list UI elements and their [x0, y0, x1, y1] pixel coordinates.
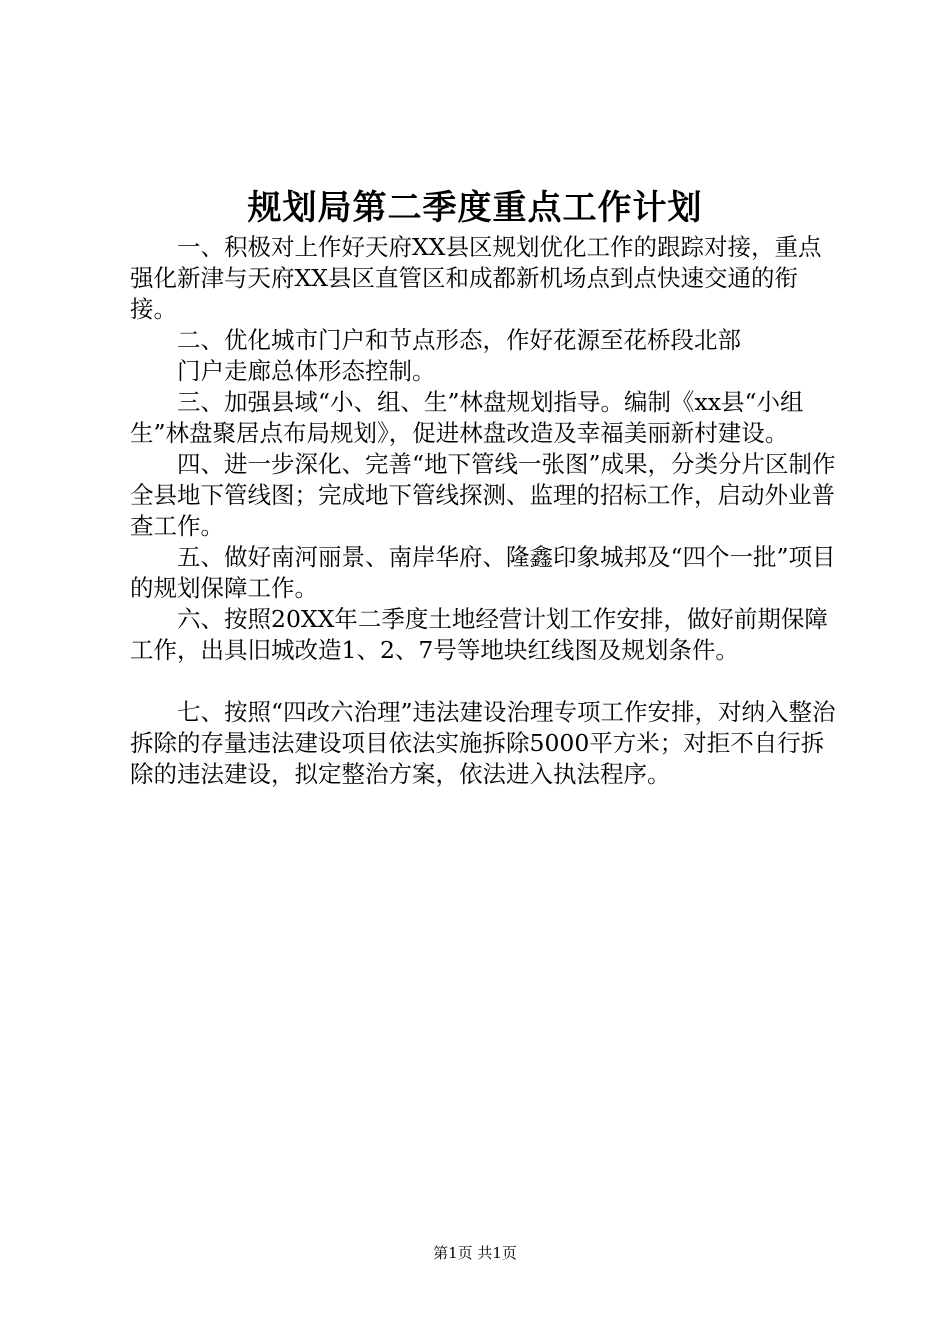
paragraph-7: 七、按照“四改六治理”违法建设治理专项工作安排，对纳入整治拆除的存量违法建设项目依法实施拆除5000平方米；对拒不自行拆除的违法建设，拟定整治方案，依法进入执法程序。 [130, 698, 836, 788]
paragraph-2: 二、优化城市门户和节点形态，作好花源至花桥段北部 [177, 326, 741, 354]
paragraph-1: 一、积极对上作好天府XX县区规划优化工作的跟踪对接，重点强化新津与天府XX县区直管区和成都新机场点到点快速交通的衔接。 [130, 233, 822, 323]
paragraph-spacer [130, 666, 840, 697]
page-footer: 第1页 共1页 [433, 1244, 517, 1262]
paragraph-2-continued: 门户走廊总体形态控制。 [177, 357, 436, 385]
document-body [130, 232, 840, 790]
paragraph-3: 三、加强县域“小、组、生”林盘规划指导。编制《xx县“小组生”林盘聚居点布局规划》，促进林盘改造及幸福美丽新村建设。 [130, 388, 804, 447]
paragraph-5: 五、做好南河丽景、南岸华府、隆鑫印象城邦及“四个一批”项目的规划保障工作。 [130, 543, 836, 602]
paragraph-4: 四、进一步深化、完善“地下管线一张图”成果，分类分片区制作全县地下管线图；完成地下管线探测、监理的招标工作，启动外业普查工作。 [130, 450, 836, 540]
paragraph-6: 六、按照20XX年二季度土地经营计划工作安排，做好前期保障工作，出具旧城改造1、2、7号等地块红线图及规划条件。 [130, 605, 828, 664]
document-title: 规划局第二季度重点工作计划 [247, 188, 703, 228]
